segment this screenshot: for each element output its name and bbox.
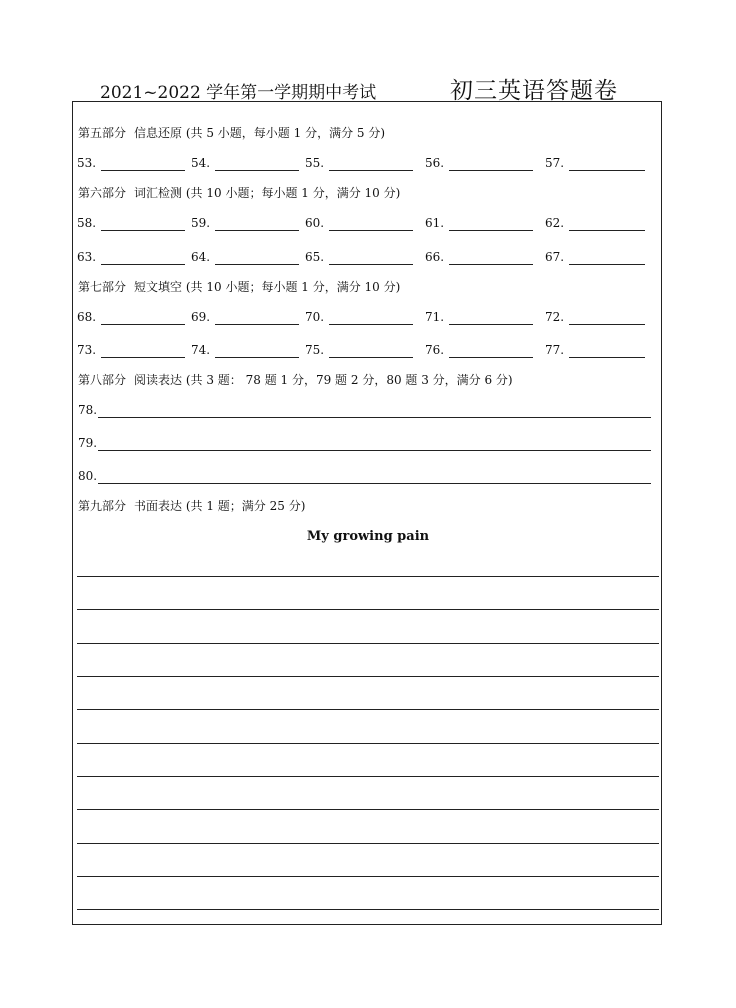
answer-line[interactable] [569,230,645,231]
writing-line-4[interactable] [77,676,659,677]
answer-line[interactable] [98,450,651,451]
page-header [70,70,670,104]
question-number: 58. [77,216,97,230]
exam-title: 2021~2022 学年第一学期期中考试 [100,83,377,103]
section-6-name: 第六部分 [78,186,127,200]
answer-line[interactable] [329,324,413,325]
answer-line[interactable] [329,357,413,358]
question-number: 62. [545,216,565,230]
question-number: 71. [425,310,445,324]
question-number: 75. [305,343,325,357]
question-number: 54. [191,156,211,170]
section-9-desc: (共 1 题；满分 25 分) [185,499,306,513]
section-6-desc: (共 10 小题；每小题 1 分，满分 10 分) [185,186,401,200]
question-number: 68. [77,310,97,324]
question-number: 70. [305,310,325,324]
question-number: 77. [545,343,565,357]
section-8-topic: 阅读表达 [134,373,183,387]
writing-line-10[interactable] [77,876,659,877]
answer-line[interactable] [215,170,299,171]
answer-sheet-title: 初三英语答题卷 [450,78,618,104]
answer-line[interactable] [329,230,413,231]
answer-line[interactable] [449,357,533,358]
answer-line[interactable] [101,230,185,231]
section-5-desc: (共 5 小题，每小题 1 分，满分 5 分) [185,126,386,140]
answer-line[interactable] [449,324,533,325]
section-7-row-2 [73,343,663,359]
question-number: 56. [425,156,445,170]
section-8-name: 第八部分 [78,373,127,387]
section-6-heading [78,184,400,201]
section-5-row-1 [73,156,663,172]
question-number: 55. [305,156,325,170]
question-number: 66. [425,250,445,264]
answer-line[interactable] [215,264,299,265]
section-7-desc: (共 10 小题；每小题 1 分，满分 10 分) [185,280,401,294]
answer-line[interactable] [449,230,533,231]
question-number: 67. [545,250,565,264]
answer-line[interactable] [329,264,413,265]
essay-title: My growing pain [306,529,430,544]
writing-line-7[interactable] [77,776,659,777]
section-9-heading [78,497,305,514]
section-5-topic: 信息还原 [134,126,183,140]
section-7-name: 第七部分 [78,280,127,294]
section-6-row-1 [73,216,663,232]
answer-line[interactable] [215,230,299,231]
answer-line[interactable] [98,483,651,484]
question-number: 72. [545,310,565,324]
section-6-topic: 词汇检测 [134,186,183,200]
section-6-row-2 [73,250,663,266]
section-7-row-1 [73,310,663,326]
question-number: 69. [191,310,211,324]
answer-line[interactable] [569,357,645,358]
question-number: 63. [77,250,97,264]
section-7-topic: 短文填空 [134,280,183,294]
question-number: 60. [305,216,325,230]
answer-line[interactable] [101,264,185,265]
writing-line-6[interactable] [77,743,659,744]
writing-line-2[interactable] [77,609,659,610]
writing-line-1[interactable] [77,576,659,577]
writing-line-8[interactable] [77,809,659,810]
section-5-heading [78,124,385,141]
answer-line[interactable] [215,324,299,325]
section-8-desc: (共 3 题： 78 题 1 分，79 题 2 分，80 题 3 分，满分 6 分) [185,373,513,387]
answer-line[interactable] [449,170,533,171]
section-9-name: 第九部分 [78,499,127,513]
writing-line-5[interactable] [77,709,659,710]
question-number: 64. [191,250,211,264]
writing-line-11[interactable] [77,909,659,910]
section-5-name: 第五部分 [78,126,127,140]
question-number: 65. [305,250,325,264]
section-8-heading [78,371,513,388]
answer-line[interactable] [215,357,299,358]
answer-sheet-frame [72,101,662,925]
writing-line-9[interactable] [77,843,659,844]
answer-line[interactable] [101,170,185,171]
answer-line[interactable] [98,417,651,418]
question-number: 57. [545,156,565,170]
writing-line-3[interactable] [77,643,659,644]
answer-line[interactable] [101,324,185,325]
answer-line[interactable] [449,264,533,265]
section-7-heading [78,278,400,295]
answer-line[interactable] [569,264,645,265]
question-number: 78. [78,403,98,417]
question-number: 74. [191,343,211,357]
answer-line[interactable] [569,170,645,171]
question-number: 73. [77,343,97,357]
answer-line[interactable] [329,170,413,171]
answer-line[interactable] [569,324,645,325]
question-number: 80. [78,469,98,483]
section-9-topic: 书面表达 [134,499,183,513]
question-number: 79. [78,436,98,450]
answer-line[interactable] [101,357,185,358]
question-number: 53. [77,156,97,170]
question-number: 61. [425,216,445,230]
question-number: 59. [191,216,211,230]
question-number: 76. [425,343,445,357]
